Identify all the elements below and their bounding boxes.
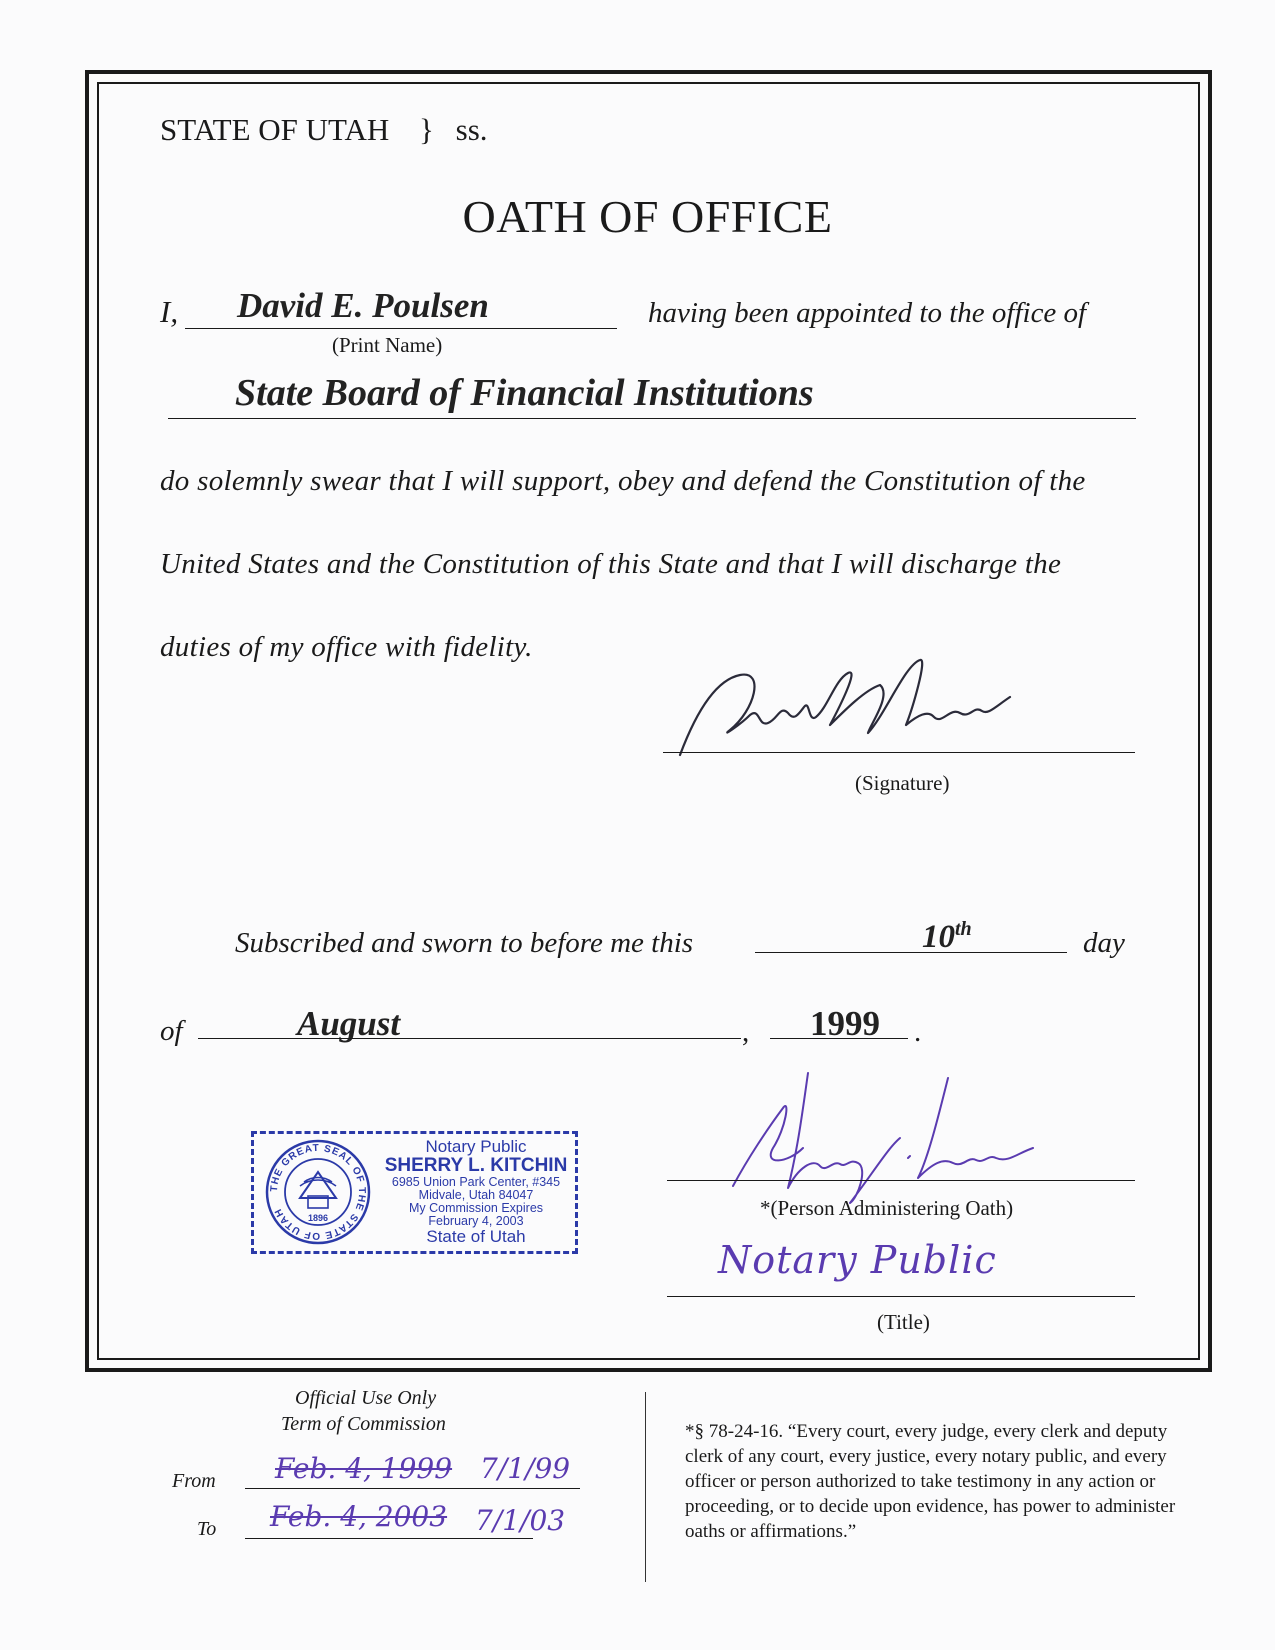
svg-text:THE GREAT SEAL OF THE STATE OF bbox=[269, 1143, 367, 1241]
sworn-year: 1999 bbox=[810, 1004, 880, 1043]
document-title: OATH OF OFFICE bbox=[462, 191, 833, 242]
day-rule bbox=[755, 952, 1067, 953]
stamp-line-7: State of Utah bbox=[426, 1227, 526, 1247]
venue-brace: } bbox=[419, 112, 434, 147]
official-use-heading: Official Use Only bbox=[295, 1387, 437, 1409]
title-caption: (Title) bbox=[877, 1310, 930, 1334]
notary-stamp bbox=[251, 1131, 578, 1254]
oath-line-3: duties of my office with fidelity. bbox=[160, 631, 533, 663]
seal-year: 1896 bbox=[307, 1213, 329, 1223]
venue-line bbox=[160, 112, 488, 148]
day-number: 10 bbox=[922, 919, 955, 955]
stamp-line-3: 6985 Union Park Center, #345 bbox=[391, 1174, 561, 1189]
sworn-prefix: Subscribed and sworn to before me this bbox=[235, 927, 694, 959]
name-caption: (Print Name) bbox=[332, 333, 443, 357]
administrator-rule bbox=[667, 1180, 1135, 1181]
venue-ss: ss. bbox=[455, 112, 488, 147]
appointment-phrase: having been appointed to the office of bbox=[648, 297, 1087, 329]
signature-rule bbox=[663, 752, 1135, 753]
appointee-signature bbox=[670, 655, 1030, 765]
statute-note: *§ 78-24-16. “Every court, every judge, every clerk and deputy clerk of any court, every justice, every notary public, and every officer or person authorized to take testimony in any action or proceeding, or to decide upon evidence, has power to administer oaths or affirmations.” bbox=[685, 1421, 1176, 1542]
state-seal-icon bbox=[264, 1138, 372, 1246]
year-rule bbox=[770, 1038, 908, 1039]
stamp-line-4: Midvale, Utah 84047 bbox=[418, 1187, 534, 1202]
section-divider bbox=[645, 1392, 646, 1582]
oath-line-1: do solemnly swear that I will support, obey and defend the Constitution of the bbox=[160, 465, 1086, 497]
appointee-name: David E. Poulsen bbox=[237, 286, 489, 325]
title-rule bbox=[667, 1296, 1135, 1297]
stamp-line-1: Notary Public bbox=[425, 1137, 527, 1156]
date-period: . bbox=[914, 1016, 922, 1048]
oath-line-2: United States and the Constitution of this State and that I will discharge the bbox=[160, 548, 1062, 580]
name-prefix: I, bbox=[160, 294, 179, 329]
from-struck-date: Feb. 4, 1999 bbox=[275, 1452, 453, 1485]
stamp-text bbox=[377, 1138, 575, 1246]
administrator-signature bbox=[718, 1068, 1048, 1208]
to-date: 7/1/03 bbox=[475, 1504, 566, 1537]
from-rule bbox=[245, 1488, 580, 1489]
of-word: of bbox=[160, 1015, 183, 1047]
day-word: day bbox=[1083, 927, 1125, 959]
to-struck-date: Feb. 4, 2003 bbox=[270, 1500, 448, 1533]
seal-ring-text: THE GREAT SEAL OF THE STATE OF UTAH bbox=[268, 1142, 368, 1242]
name-rule bbox=[185, 328, 617, 329]
stamp-line-5: My Commission Expires bbox=[408, 1201, 544, 1216]
sworn-day bbox=[922, 918, 972, 956]
office-rule bbox=[168, 418, 1136, 419]
day-suffix: th bbox=[955, 918, 972, 940]
signature-caption: (Signature) bbox=[855, 771, 950, 795]
from-date: 7/1/99 bbox=[480, 1452, 571, 1485]
administrator-caption: *(Person Administering Oath) bbox=[760, 1196, 1014, 1220]
official-use-subheading: Term of Commission bbox=[281, 1413, 446, 1435]
office-name: State Board of Financial Institutions bbox=[235, 372, 814, 414]
to-label: To bbox=[197, 1518, 217, 1540]
state-label: STATE OF UTAH bbox=[160, 112, 390, 147]
sworn-month: August bbox=[297, 1004, 401, 1043]
month-rule bbox=[198, 1038, 741, 1039]
stamp-line-2: SHERRY L. KITCHIN bbox=[384, 1154, 568, 1176]
title-handwritten: Notary Public bbox=[718, 1238, 997, 1282]
to-rule bbox=[245, 1538, 533, 1539]
from-label: From bbox=[172, 1470, 216, 1492]
date-comma: , bbox=[742, 1016, 750, 1048]
stamp-line-6: February 4, 2003 bbox=[428, 1214, 524, 1229]
